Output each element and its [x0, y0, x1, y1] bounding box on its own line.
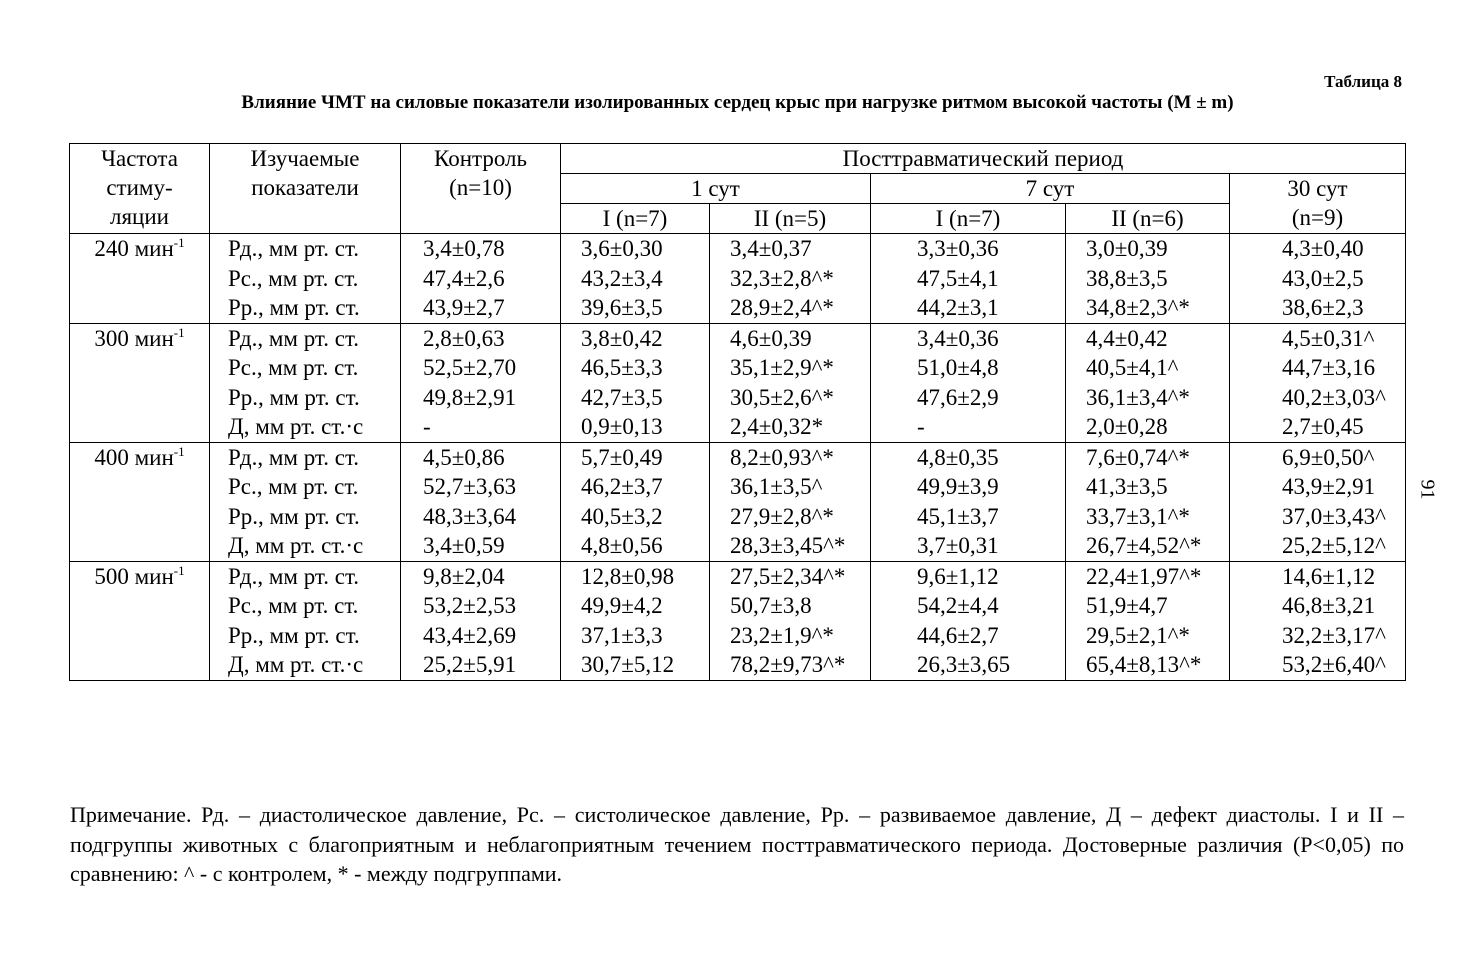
table-note: Примечание. Рд. – диастолическое давление, Рс. – систолическое давление, Рр. – развиваемое давление, Д – дефект диастолы. I и II – подгруппы животных с благоприятным и неблагоприятным течением посттравматического периода. Достоверные различия (P<0,05) по сравнению: ^ - с контролем, * - между подгруппами.	[70, 802, 1404, 886]
day7-subgroup1-value: 45,1±3,7	[917, 503, 999, 529]
control-value: 2,8±0,63	[423, 325, 505, 351]
stimulation-frequency: 500 мин$^{-1}$	[70, 561, 210, 680]
day1-subgroup1-value: 0,9±0,13	[581, 414, 663, 439]
d7_s2-cell	[1066, 561, 1230, 680]
day1-subgroup1-value: 5,7±0,49	[581, 444, 663, 470]
d7_s2-cell	[1066, 442, 1230, 561]
parameter: Д, мм рт. ст.·с	[228, 652, 364, 677]
parameter: Рр., мм рт. ст.	[228, 295, 360, 320]
day1-subgroup2-value: 28,3±3,45^*	[730, 533, 846, 558]
day7-subgroup1-value: 44,6±2,7	[917, 622, 999, 648]
d30-cell	[1230, 323, 1406, 442]
parameter: Рд., мм рт. ст.	[228, 236, 360, 261]
header-control: Контроль (n=10)	[401, 144, 561, 234]
day1-subgroup1-value: 49,9±4,2	[581, 593, 663, 618]
d1_s1-cell	[561, 442, 710, 561]
stimulation-frequency: 300 мин$^{-1}$	[70, 323, 210, 442]
d1_s2-cell	[710, 323, 871, 442]
day30-value: 32,2±3,17^	[1282, 622, 1386, 648]
day7-subgroup2-value: 36,1±3,4^*	[1086, 384, 1190, 410]
d1_s1-cell	[561, 561, 710, 680]
page-number: 91	[1416, 479, 1439, 500]
control-value: 43,4±2,69	[423, 622, 517, 648]
day1-subgroup1-value: 30,7±5,12	[581, 652, 675, 677]
stimulation-frequency: 240 мин$^{-1}$	[70, 234, 210, 324]
day7-subgroup1-value: 51,0±4,8	[917, 355, 999, 380]
day30-value: 6,9±0,50^	[1282, 444, 1375, 470]
day7-subgroup2-value: 22,4±1,97^*	[1086, 563, 1202, 589]
header-day-1: 1 сут	[561, 174, 871, 204]
day7-subgroup2-value: 3,0±0,39	[1086, 236, 1168, 261]
d7_s1-cell	[871, 323, 1066, 442]
day1-subgroup2-value: 35,1±2,9^*	[730, 355, 834, 380]
control-value: 4,5±0,86	[423, 444, 505, 470]
day7-subgroup2-value: 2,0±0,28	[1086, 414, 1168, 439]
day7-subgroup1-value: 26,3±3,65	[917, 652, 1011, 677]
parameter: Рс., мм рт. ст.	[228, 593, 359, 618]
header-day-7: 7 сут	[871, 174, 1230, 204]
day1-subgroup1-value: 3,6±0,30	[581, 236, 663, 261]
day30-value: 4,5±0,31^	[1282, 325, 1375, 351]
day7-subgroup2-value: 26,7±4,52^*	[1086, 533, 1202, 558]
table-number: Таблица 8	[1324, 72, 1402, 91]
frequency-group-row	[70, 234, 1406, 324]
control-value: 48,3±3,64	[423, 503, 517, 529]
day30-value: 37,0±3,43^	[1282, 503, 1386, 529]
day1-subgroup2-value: 28,9±2,4^*	[730, 295, 834, 320]
frequency-group-row	[70, 442, 1406, 561]
day30-value: 53,2±6,40^	[1282, 652, 1386, 677]
day7-subgroup2-value: 40,5±4,1^	[1086, 355, 1179, 380]
day30-value: 44,7±3,16	[1282, 355, 1376, 380]
d7_s2-cell	[1066, 323, 1230, 442]
results-table	[69, 143, 1406, 681]
parameter: Рс., мм рт. ст.	[228, 474, 359, 499]
params-cell	[210, 323, 401, 442]
d1_s2-cell	[710, 234, 871, 324]
parameter: Рр., мм рт. ст.	[228, 384, 360, 410]
frequency-group-row	[70, 323, 1406, 442]
stimulation-frequency: 400 мин$^{-1}$	[70, 442, 210, 561]
d1_s1-cell	[561, 234, 710, 324]
day7-subgroup2-value: 7,6±0,74^*	[1086, 444, 1190, 470]
header-parameters: Изучаемые показатели	[210, 144, 401, 234]
parameter: Рс., мм рт. ст.	[228, 355, 359, 380]
day1-subgroup1-value: 37,1±3,3	[581, 622, 663, 648]
params-cell	[210, 561, 401, 680]
day30-value: 14,6±1,12	[1282, 563, 1376, 589]
table-body	[70, 234, 1406, 681]
header-posttraumatic-period: Посттравматический период	[561, 144, 1406, 174]
day1-subgroup2-value: 27,9±2,8^*	[730, 503, 834, 529]
control-value: 3,4±0,59	[423, 533, 505, 558]
day30-value: 4,3±0,40	[1282, 236, 1364, 261]
day1-subgroup1-value: 4,8±0,56	[581, 533, 663, 558]
day1-subgroup1-value: 46,2±3,7	[581, 474, 663, 499]
day1-subgroup2-value: 32,3±2,8^*	[730, 265, 834, 291]
day7-subgroup1-value: 3,7±0,31	[917, 533, 999, 558]
control-cell	[401, 323, 561, 442]
parameter: Рд., мм рт. ст.	[228, 444, 360, 470]
day7-subgroup1-value: 47,5±4,1	[917, 265, 999, 291]
table-caption: Влияние ЧМТ на силовые показатели изолированных сердец крыс при нагрузке ритмом высокой частоты (M ± m)	[241, 92, 1234, 113]
parameter: Д, мм рт. ст.·с	[228, 414, 364, 439]
d1_s2-cell	[710, 442, 871, 561]
control-value: -	[423, 414, 431, 439]
parameter: Д, мм рт. ст.·с	[228, 533, 364, 558]
parameter: Рр., мм рт. ст.	[228, 503, 360, 529]
parameter: Рр., мм рт. ст.	[228, 622, 360, 648]
header-day1-subgroup-2: II (n=5)	[710, 204, 871, 234]
control-value: 52,7±3,63	[423, 474, 517, 499]
day1-subgroup1-value: 42,7±3,5	[581, 384, 663, 410]
day7-subgroup1-value: 44,2±3,1	[917, 295, 999, 320]
day7-subgroup2-value: 65,4±8,13^*	[1086, 652, 1202, 677]
control-value: 9,8±2,04	[423, 563, 505, 589]
day1-subgroup2-value: 3,4±0,37	[730, 236, 812, 261]
day1-subgroup2-value: 27,5±2,34^*	[730, 563, 846, 589]
day7-subgroup2-value: 29,5±2,1^*	[1086, 622, 1190, 648]
frequency-group-row	[70, 561, 1406, 680]
day1-subgroup1-value: 12,8±0,98	[581, 563, 675, 589]
params-cell	[210, 234, 401, 324]
day1-subgroup2-value: 23,2±1,9^*	[730, 622, 834, 648]
day30-value: 40,2±3,03^	[1282, 384, 1386, 410]
day30-value: 46,8±3,21	[1282, 593, 1376, 618]
parameter: Рд., мм рт. ст.	[228, 563, 360, 589]
header-day-30: 30 сут (n=9)	[1230, 174, 1406, 234]
control-value: 52,5±2,70	[423, 355, 517, 380]
day1-subgroup1-value: 43,2±3,4	[581, 265, 663, 291]
day1-subgroup2-value: 30,5±2,6^*	[730, 384, 834, 410]
day7-subgroup2-value: 51,9±4,7	[1086, 593, 1168, 618]
d1_s1-cell	[561, 323, 710, 442]
d1_s2-cell	[710, 561, 871, 680]
day30-value: 38,6±2,3	[1282, 295, 1364, 320]
day30-value: 2,7±0,45	[1282, 414, 1364, 439]
header-day7-subgroup-1: I (n=7)	[871, 204, 1066, 234]
header-frequency: Частота стиму- ляции	[70, 144, 210, 234]
control-value: 49,8±2,91	[423, 384, 517, 410]
day7-subgroup2-value: 4,4±0,42	[1086, 325, 1168, 351]
day7-subgroup1-value: 9,6±1,12	[917, 563, 999, 589]
parameter: Рс., мм рт. ст.	[228, 265, 359, 291]
day30-value: 43,0±2,5	[1282, 265, 1364, 291]
d30-cell	[1230, 234, 1406, 324]
control-cell	[401, 442, 561, 561]
day7-subgroup2-value: 33,7±3,1^*	[1086, 503, 1190, 529]
day1-subgroup2-value: 2,4±0,32*	[730, 414, 824, 439]
params-cell	[210, 442, 401, 561]
day1-subgroup1-value: 46,5±3,3	[581, 355, 663, 380]
d7_s2-cell	[1066, 234, 1230, 324]
day7-subgroup1-value: 3,3±0,36	[917, 236, 999, 261]
control-value: 53,2±2,53	[423, 593, 517, 618]
day1-subgroup1-value: 3,8±0,42	[581, 325, 663, 351]
day1-subgroup2-value: 36,1±3,5^	[730, 474, 823, 499]
control-value: 3,4±0,78	[423, 236, 505, 261]
day7-subgroup2-value: 38,8±3,5	[1086, 265, 1168, 291]
control-value: 47,4±2,6	[423, 265, 505, 291]
day7-subgroup1-value: 54,2±4,4	[917, 593, 999, 618]
day7-subgroup2-value: 41,3±3,5	[1086, 474, 1168, 499]
d30-cell	[1230, 561, 1406, 680]
d30-cell	[1230, 442, 1406, 561]
d7_s1-cell	[871, 442, 1066, 561]
parameter: Рд., мм рт. ст.	[228, 325, 360, 351]
day7-subgroup1-value: 4,8±0,35	[917, 444, 999, 470]
control-value: 43,9±2,7	[423, 295, 505, 320]
day30-value: 25,2±5,12^	[1282, 533, 1386, 558]
control-cell	[401, 234, 561, 324]
header-day7-subgroup-2: II (n=6)	[1066, 204, 1230, 234]
header-day1-subgroup-1: I (n=7)	[561, 204, 710, 234]
day7-subgroup2-value: 34,8±2,3^*	[1086, 295, 1190, 320]
control-value: 25,2±5,91	[423, 652, 517, 677]
day1-subgroup2-value: 4,6±0,39	[730, 325, 812, 351]
day1-subgroup1-value: 40,5±3,2	[581, 503, 663, 529]
d7_s1-cell	[871, 234, 1066, 324]
day1-subgroup2-value: 8,2±0,93^*	[730, 444, 834, 470]
day7-subgroup1-value: 3,4±0,36	[917, 325, 999, 351]
day1-subgroup2-value: 50,7±3,8	[730, 593, 812, 618]
table-header	[70, 144, 1406, 234]
day7-subgroup1-value: 47,6±2,9	[917, 384, 999, 410]
day1-subgroup1-value: 39,6±3,5	[581, 295, 663, 320]
control-cell	[401, 561, 561, 680]
day7-subgroup1-value: -	[917, 414, 925, 439]
d7_s1-cell	[871, 561, 1066, 680]
day7-subgroup1-value: 49,9±3,9	[917, 474, 999, 499]
day1-subgroup2-value: 78,2±9,73^*	[730, 652, 846, 677]
day30-value: 43,9±2,91	[1282, 474, 1376, 499]
